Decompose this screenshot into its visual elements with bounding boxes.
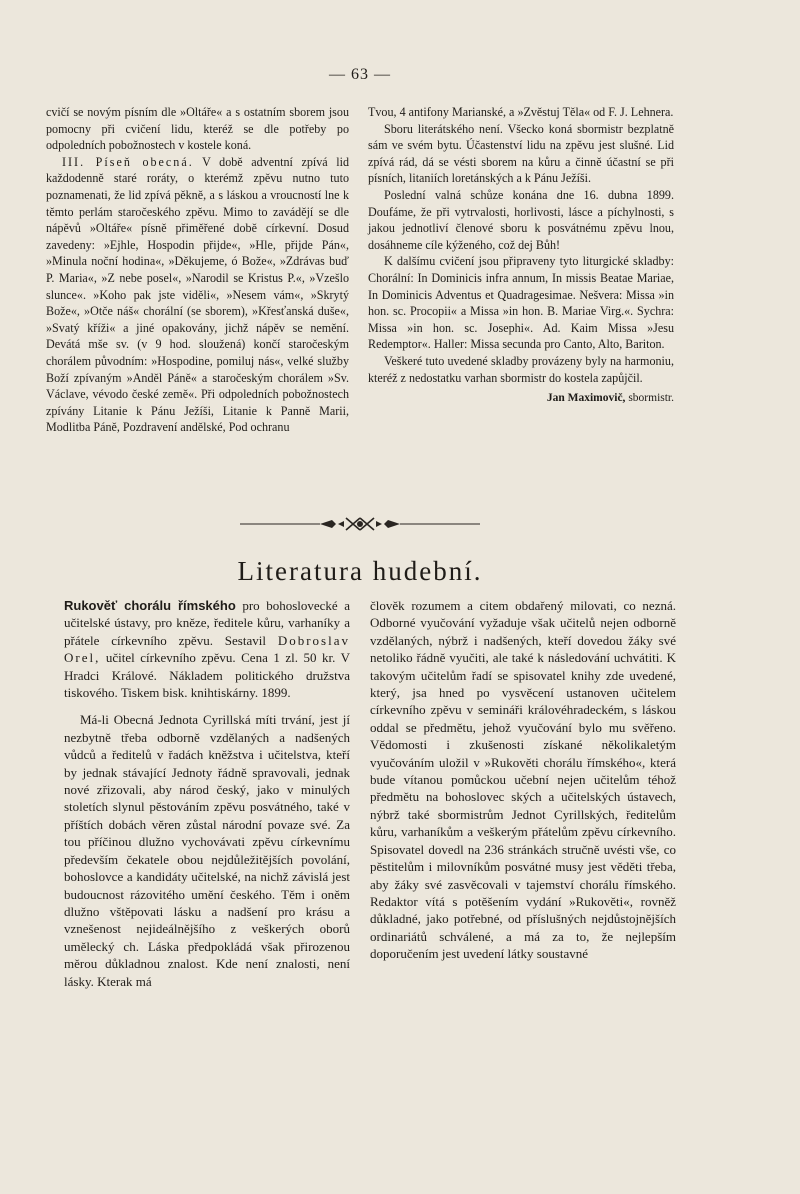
- paragraph: člověk rozumem a citem obdařený milovati, co nezná. Odborné vyučování vyžaduje však učitelů nejen odborně vzdělaných, nýbrž i nadšených, kteří dovedou žáky své netoliko řádně vyučiti, ale také k následování uchvátiti. K takovým učitelům řadí se spisovatel knihy zde uvedené, který, jsa hned po vysvěcení ustanoven učitelem církevního zpěvu v semináři královéhradeckém, s láskou oddal se předmětu, jehož vyučování bylo mu svěřeno. Vědomosti i zkušenosti získané několikaletým vyučováním uložil v »Rukověti chorálu římského«, která bude vítanou pomůckou učební nejen učitelům téhož předmětu na bohoslovec ských a učitelských ústavech, nýbrž také sbormistrům Jednot Cyrillských, ředitelům kůru, varhaníkům a veškerým přátelům zpěvu církevního. Spisovatel dovedl na 236 stránkách stručně uvésti vše, co pěstitelům i milovníkům posvátné musy jest věděti třeba, aby žáky své zasvěcovali v tajemství chorálu římského. Redaktor vítá s potěšením vydání »Rukověti«, rovněž důkladné, jako potřebné, od příslušných nejdůstojnějších ordinariátů schválené, a má za to, že nejlepším doporučením jest uvedení látky soustavné: [370, 598, 676, 962]
- paragraph: Veškeré tuto uvedené skladby provázeny byly na harmoniu, kteréž z nedostatku varhan sbormistr do kostela zapůjčil.: [368, 353, 674, 385]
- book-citation: [64, 597, 350, 701]
- column-bottom-right: [370, 597, 676, 963]
- paragraph: Tvou, 4 antifony Marianské, a »Zvěstuj Těla« od F. J. Lehnera.: [368, 105, 674, 119]
- column-top-left: [46, 104, 349, 436]
- paragraph: Poslední valná schůze konána dne 16. dubna 1899. Doufáme, že při vytrvalosti, horlivosti, lásce a píchylnosti, s jakou jednotliví členové sboru k posvátnému zpěvu lnou, dosáhneme cíle kýženého, což dej Bůh!: [368, 187, 674, 252]
- citation-text: pro bohoslovecké a učitelské ústavy, pro kněze, ředitele kůru, varhaníky a přátele církevního zpěvu. Sestavil: [64, 598, 350, 648]
- paragraph: K dalšímu cvičení jsou připraveny tyto liturgické skladby: Chorální: In Dominicis infra annum, In missis Beatae Mariae, In Dominicis Adventus et Quadragesimae. Nešvera: Missa »in hon. sc. Procopii« a Missa »in hon. B. Mariae Virg.«. Sychra: Missa »in hon. sc. Josephi«. Ad. Kaim Missa »Jesu Redemptor«. Haller: Missa secunda pro Canto, Alto, Bariton.: [368, 254, 674, 352]
- page-number: — 63 —: [329, 66, 391, 83]
- book-title: Rukověť chorálu římského: [64, 598, 236, 613]
- author-name: Dobroslav Orel,: [64, 632, 350, 666]
- column-top-right: [368, 104, 674, 407]
- paragraph: Sboru literátského není. Všecko koná sbormistr bezplatně sám ve svém bytu. Účastenství lidu na zpěvu jest slušné. Lid zpívá rád, dá se vésti sborem na kůru a činně účastní se při písních, litaniích loretánských a k Pánu Ježíši.: [368, 121, 674, 186]
- signature-name: Jan Maximovič,: [546, 392, 626, 405]
- column-bottom-left: [64, 597, 350, 990]
- ornamental-divider-icon: [240, 514, 480, 534]
- paragraph: Má-li Obecná Jednota Cyrillská míti trvání, jest jí nezbytně třeba odborně vzdělaných a nadšených vůdců a ředitelů v řadách kněžstva i učitelstva, kteří by jednak stávající Jednoty řádně spravovali, jednak nové zřizovali, aby národ český, jako v minulých stoletích slynul pěstováním zpěvu posvátného, také v příštích dobách věren zůstal národní povaze své. Za tou příčinou dlužno vychovávati zpěvu církevnímu především čekatele obou nejdůležitějších povolání, bohoslovce a kandidáty učitelské, na nichž závislá jest budoucnost rázovitého umění českého. Těm i oněm dlužno vštěpovati lásku a nadšení pro krásu a vznešenost nejideálnějšího z veškerých oborů umělecký ch. Láska předpokládá však přirozenou měrou důkladnou znalost. Kde není znalosti, není lásky. Kterak má: [64, 712, 350, 989]
- paragraph-body: V době adventní zpívá lid každodenně staré roráty, o kterémž zpěvu nutno tuto poznamenati, že lid zpívá pěkně, a s láskou a vroucností lne k těmto perlám staročeského zpěvu. Mimo to zavádějí se dle nápěvů »Oltáře« písně přiměřené době církevní. Dosud zavedeny: »Ejhle, Hospodin přijde«, »Hle, přijde Pán«, »Minula noční hodina«, »Děkujeme, ó Bože«, »Zdrávas buď P. Maria«, »Z nebe posel«, »Narodil se Kristus P.«, »Vzešlo slunce«. »Koho pak jste viděli«, »Nesem vám«, »Skrytý Bože«, »Otče náš« chorální (se sborem), »Křesťanská duše«, »Svatý kříži« a jiné opakovány, jichž nápěv se nemění. Devátá mše sv. (v 9 hod. sloužená) končí staročeským chorálem původním: »Hospodine, pomiluj nás«, velké služby Boží zpívaným »Anděl Páně« a staročeským chorálem »Sv. Václave, vévodo české země«. Při odpoledních pobožnostech zpívány Litanie k Pánu Ježíši, Litanie k Panně Marii, Modlitba Páně, Pozdravení andělské, Pod ochranu: [46, 154, 349, 435]
- signature: [368, 390, 674, 407]
- section-label: III. Píseň obecná.: [62, 154, 194, 169]
- section-title: Literatura hudební.: [237, 556, 483, 586]
- paragraph: cvičí se novým písním dle »Oltáře« a s ostatním sborem jsou pomocny při cvičení lidu, kteréž se dle potřeby po odpoledních pobožnostech v kostele koná.: [46, 105, 349, 153]
- citation-tail: učitel církevního zpěvu. Cena 1 zl. 50 kr. V Hradci Králové. Nákladem politického družstva tiskového. Tiskem bisk. knihtiskárny. 1899.: [64, 650, 350, 701]
- paragraph-section-iii: [46, 154, 349, 436]
- signature-role: sbormistr.: [625, 392, 674, 405]
